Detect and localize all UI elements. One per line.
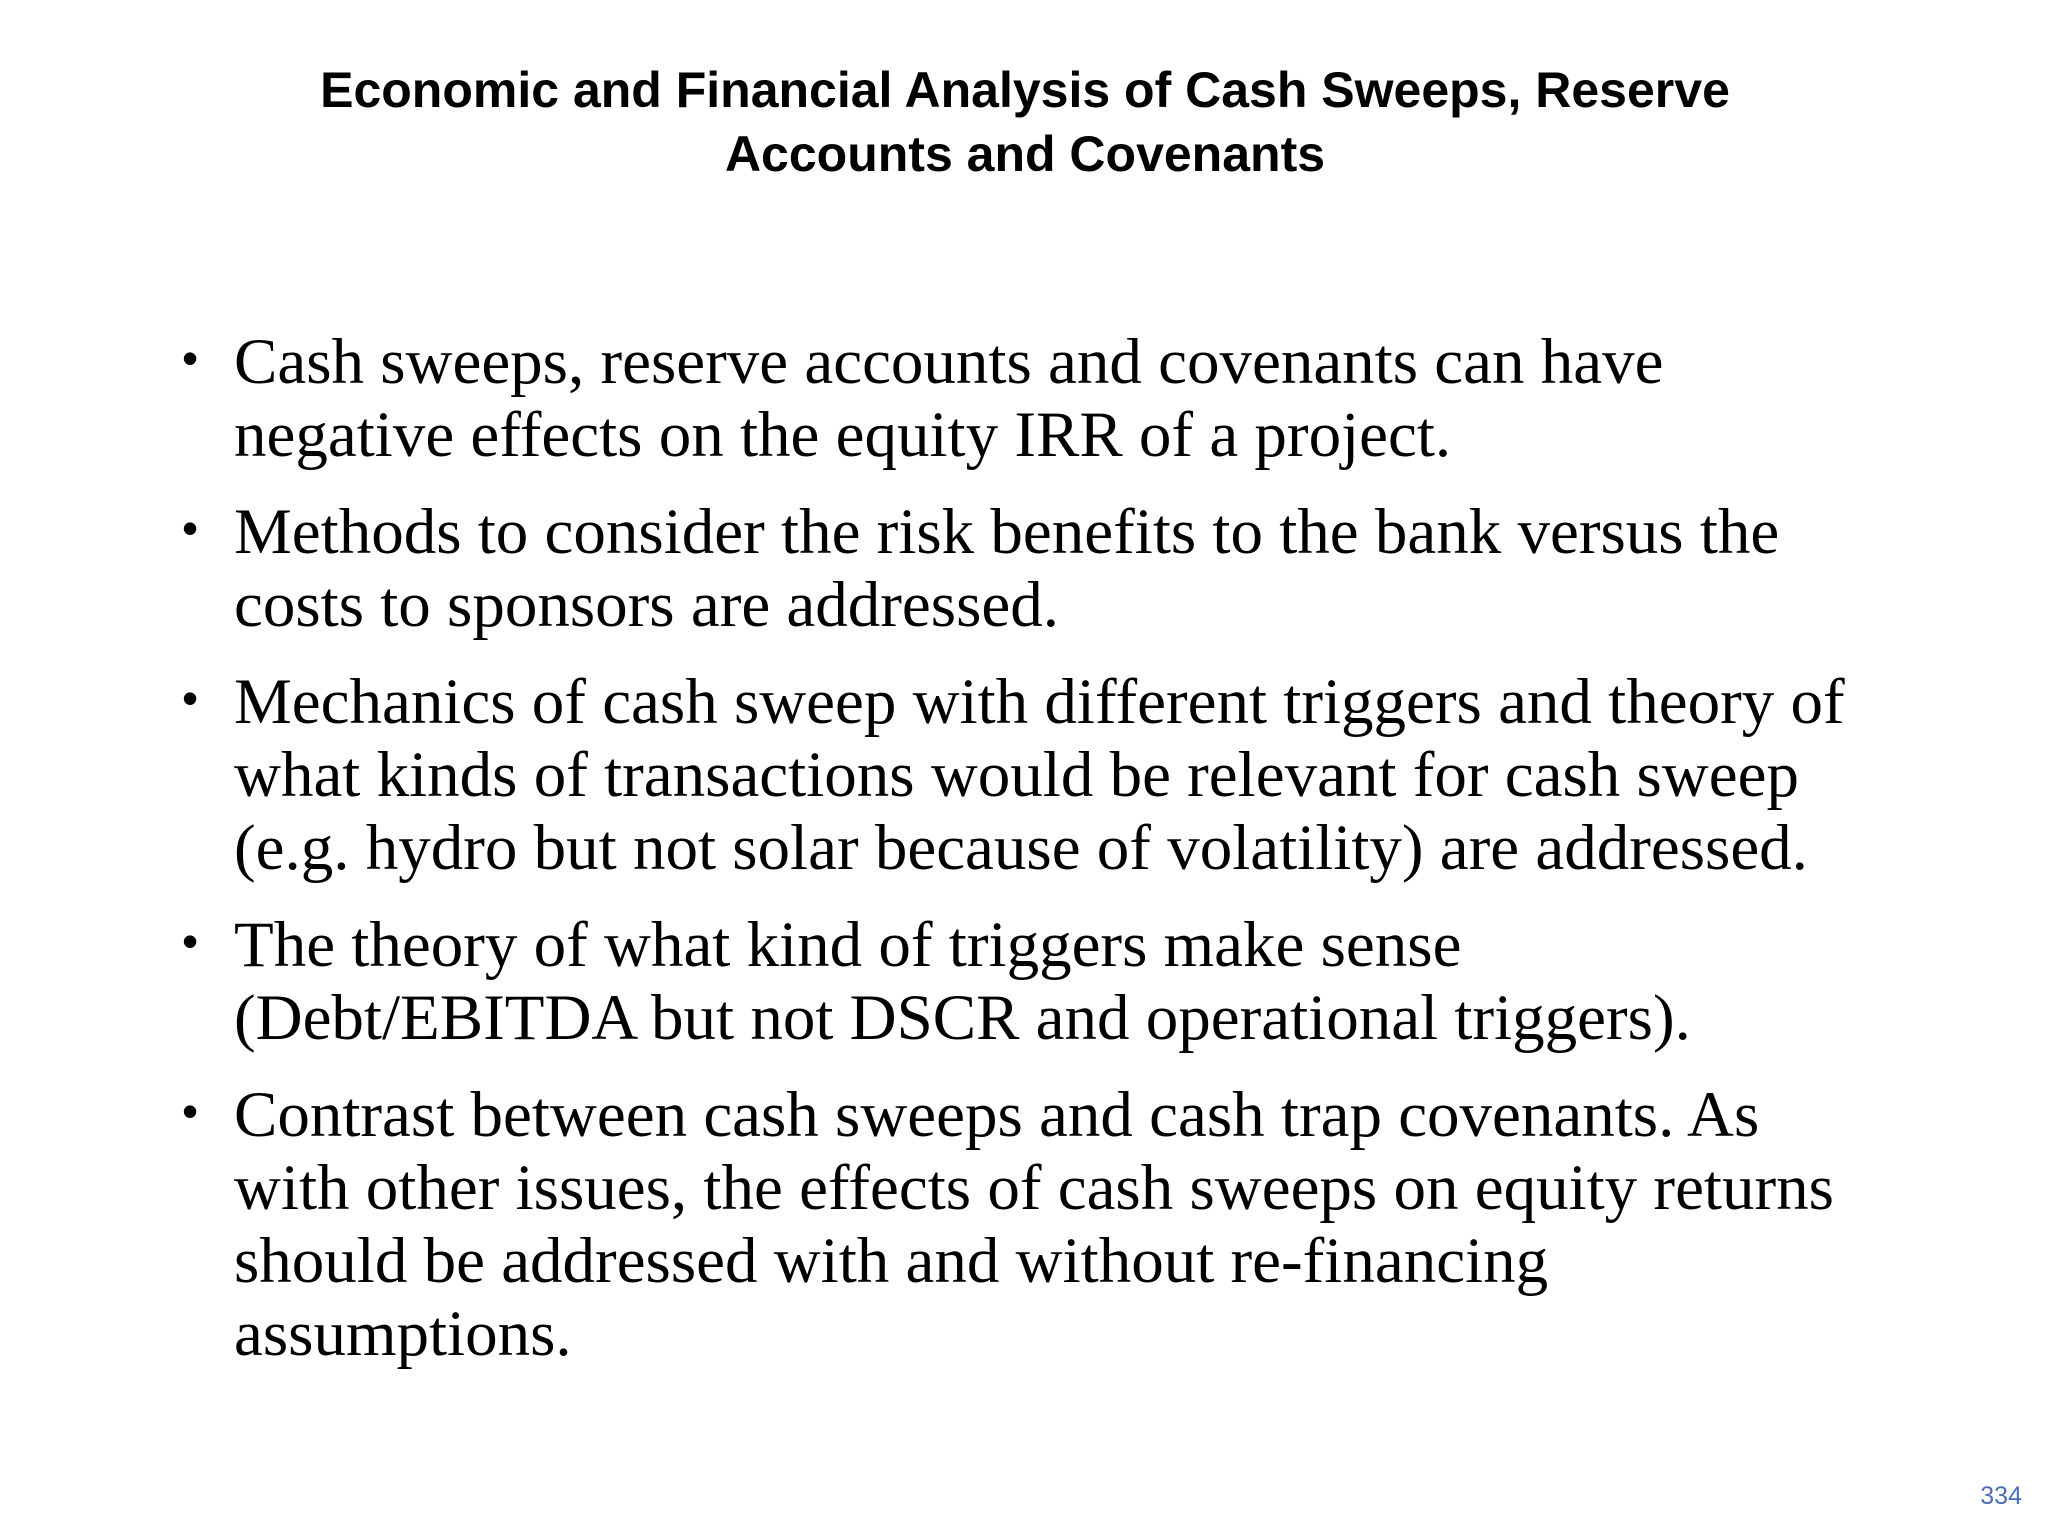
bullet-dot-icon: •: [182, 915, 199, 967]
bullet-item: [170, 496, 1970, 642]
bullet-item: [170, 666, 1970, 885]
bullet-line: Cash sweeps, reserve accounts and covenants can have: [234, 326, 1664, 398]
bullet-line: (Debt/EBITDA but not DSCR and operational triggers).: [234, 982, 1691, 1054]
bullet-line: (e.g. hydro but not solar because of volatility) are addressed.: [234, 812, 1808, 884]
bullet-item: [170, 909, 1970, 1055]
slide-title-line-1: Economic and Financial Analysis of Cash Sweeps, Reserve: [320, 62, 1730, 118]
bullet-dot-icon: •: [182, 672, 199, 724]
bullet-line: Contrast between cash sweeps and cash trap covenants. As: [234, 1079, 1760, 1151]
bullet-line: Mechanics of cash sweep with different triggers and theory of: [234, 666, 1845, 738]
bullet-line: what kinds of transactions would be relevant for cash sweep: [234, 739, 1799, 811]
bullet-line: should be addressed with and without re-financing: [234, 1225, 1549, 1297]
bullet-line: assumptions.: [234, 1298, 572, 1370]
page-number: 334: [1980, 1482, 2022, 1510]
slide-title: [200, 58, 1850, 186]
bullet-line: with other issues, the effects of cash sweeps on equity returns: [234, 1152, 1834, 1224]
bullet-dot-icon: •: [182, 1085, 199, 1137]
slide-title-line-2: Accounts and Covenants: [724, 126, 1326, 182]
bullet-line: negative effects on the equity IRR of a project.: [234, 399, 1452, 471]
bullet-list: [170, 326, 1970, 1395]
bullet-line: The theory of what kind of triggers make sense: [234, 909, 1462, 981]
bullet-dot-icon: •: [182, 332, 199, 384]
bullet-line: costs to sponsors are addressed.: [234, 569, 1059, 641]
bullet-line: Methods to consider the risk benefits to the bank versus the: [234, 496, 1780, 568]
bullet-dot-icon: •: [182, 502, 199, 554]
bullet-item: [170, 1079, 1970, 1371]
bullet-item: [170, 326, 1970, 472]
